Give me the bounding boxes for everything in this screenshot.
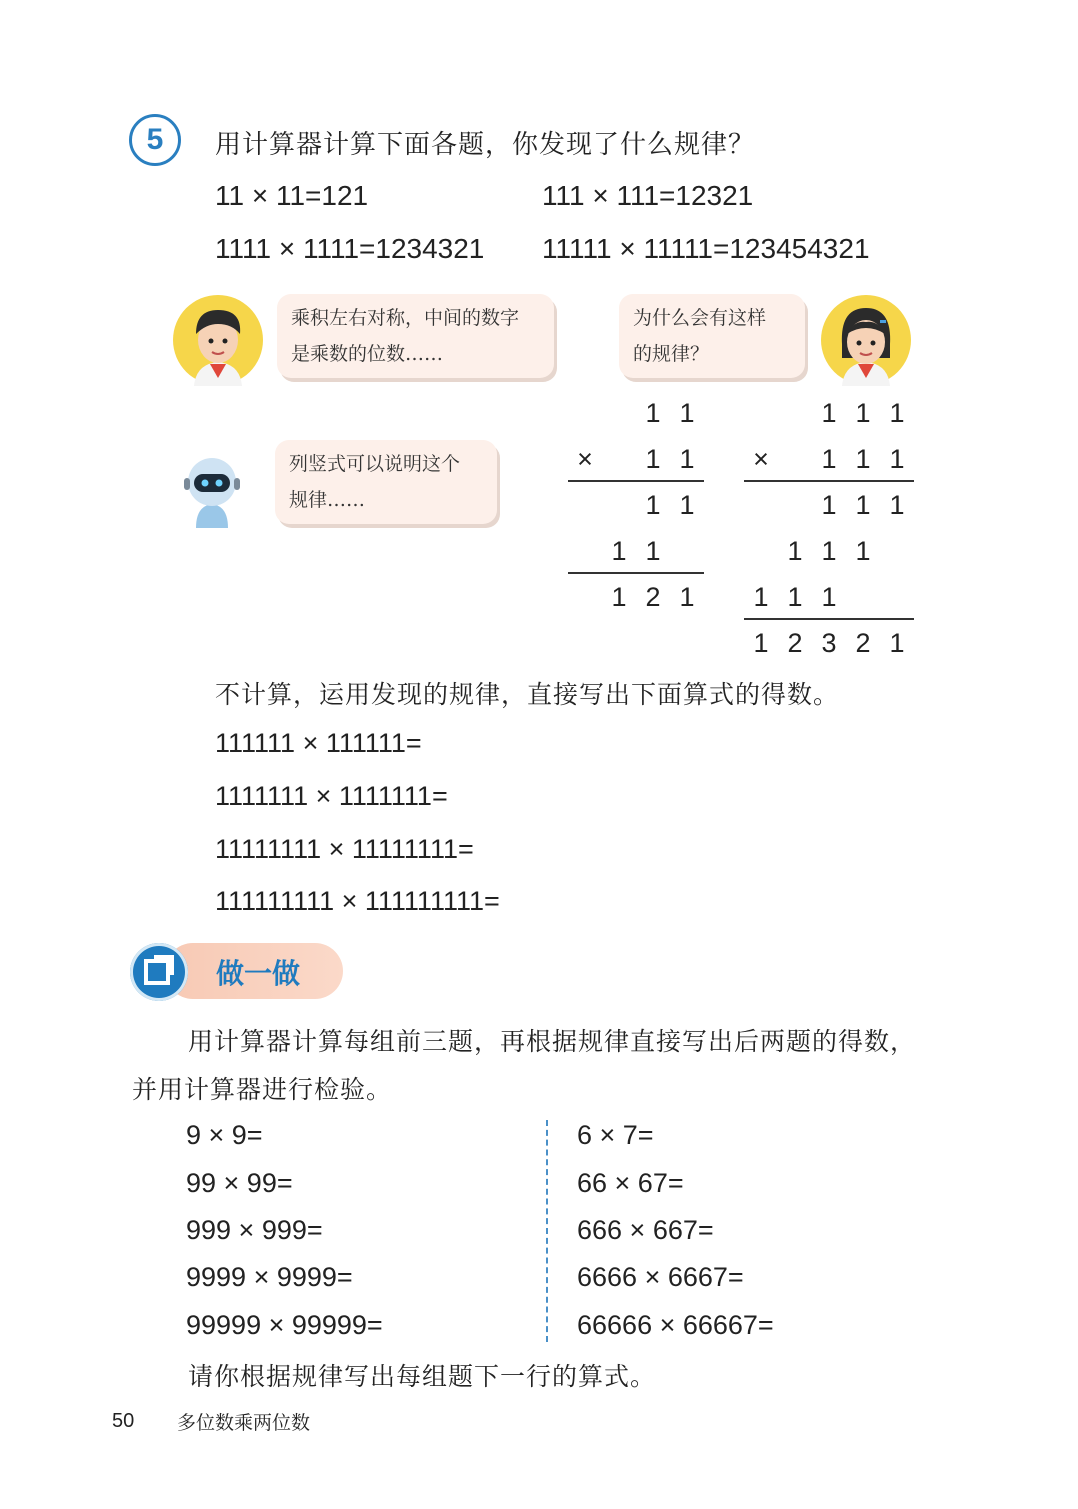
practice-instruction-line-2: 并用计算器进行检验。 <box>132 1075 393 1104</box>
girl-speech-bubble <box>619 294 805 378</box>
v1-result-digit: 1 <box>679 582 695 612</box>
exercise-1: 111111 × 111111= <box>215 728 422 758</box>
left-exercise-4: 9999 × 9999= <box>186 1262 353 1292</box>
girl-speech-line-1: 为什么会有这样 <box>633 307 767 329</box>
v1-line-1 <box>568 480 704 482</box>
v2-partial3-digit: 1 <box>787 582 803 612</box>
v1-partial1-digit: 1 <box>645 490 661 520</box>
robot-speech-bubble <box>275 440 497 524</box>
boy-speech-bubble <box>277 294 554 378</box>
v2-result-digit: 2 <box>787 628 803 658</box>
v2-result-digit: 1 <box>889 628 905 658</box>
v2-partial1-digit: 1 <box>821 490 837 520</box>
left-exercise-5: 99999 × 99999= <box>186 1310 383 1340</box>
v1-result-digit: 2 <box>645 582 661 612</box>
left-exercise-1: 9 × 9= <box>186 1120 263 1150</box>
boy-avatar <box>172 294 264 386</box>
v2-partial2-digit: 1 <box>855 536 871 566</box>
v2-partial2-digit: 1 <box>821 536 837 566</box>
right-exercise-4: 6666 × 6667= <box>577 1262 744 1292</box>
robot-avatar <box>182 448 242 528</box>
girl-speech-line-2: 的规律？ <box>633 343 710 365</box>
v2-multiplicand-digit: 1 <box>821 398 837 428</box>
v2-line-2 <box>744 618 914 620</box>
v2-times-sign: × <box>753 444 769 474</box>
girl-avatar <box>820 294 912 386</box>
v2-multiplier-digit: 1 <box>821 444 837 474</box>
right-exercise-1: 6 × 7= <box>577 1120 654 1150</box>
v2-multiplier-digit: 1 <box>855 444 871 474</box>
right-exercise-5: 66666 × 66667= <box>577 1310 774 1340</box>
v2-partial3-digit: 1 <box>753 582 769 612</box>
v1-partial2-digit: 1 <box>645 536 661 566</box>
boy-speech-line-2: 是乘数的位数…… <box>291 343 444 365</box>
instruction-prompt: 不计算，运用发现的规律，直接写出下面算式的得数。 <box>215 680 840 709</box>
left-exercise-3: 999 × 999= <box>186 1215 323 1245</box>
equation-2: 111 × 111=12321 <box>542 180 754 211</box>
equation-1: 11 × 11=121 <box>215 180 369 211</box>
v1-line-2 <box>568 572 704 574</box>
exercise-2: 1111111 × 1111111= <box>215 781 448 811</box>
v1-partial1-digit: 1 <box>679 490 695 520</box>
robot-speech-line-2: 规律…… <box>289 489 366 511</box>
v2-result-digit: 1 <box>753 628 769 658</box>
v2-multiplicand-digit: 1 <box>855 398 871 428</box>
left-exercise-2: 99 × 99= <box>186 1168 293 1198</box>
practice-title: 做一做 <box>216 957 301 990</box>
v1-times-sign: × <box>577 444 593 474</box>
v1-result-digit: 1 <box>611 582 627 612</box>
right-exercise-2: 66 × 67= <box>577 1168 684 1198</box>
v1-multiplier-digit: 1 <box>645 444 661 474</box>
v1-multiplier-digit: 1 <box>679 444 695 474</box>
equation-4: 11111 × 11111=123454321 <box>542 233 870 264</box>
v1-multiplicand-digit: 1 <box>679 398 695 428</box>
robot-speech-line-1: 列竖式可以说明这个 <box>289 453 461 475</box>
question-title: 用计算器计算下面各题，你发现了什么规律？ <box>215 130 756 160</box>
chapter-title: 多位数乘两位数 <box>177 1412 311 1434</box>
column-divider <box>546 1120 548 1342</box>
v2-partial1-digit: 1 <box>855 490 871 520</box>
question-number-badge: 5 <box>129 114 181 166</box>
exercise-4: 111111111 × 111111111= <box>215 886 500 916</box>
v2-result-digit: 2 <box>855 628 871 658</box>
equation-3: 1111 × 1111=1234321 <box>215 233 485 264</box>
practice-instruction-line-1: 用计算器计算每组前三题，再根据规律直接写出后两题的得数， <box>188 1027 917 1056</box>
v2-result-digit: 3 <box>821 628 837 658</box>
boy-speech-line-1: 乘积左右对称，中间的数字 <box>291 307 520 329</box>
v1-partial2-digit: 1 <box>611 536 627 566</box>
v2-partial1-digit: 1 <box>889 490 905 520</box>
practice-closing: 请你根据规律写出每组题下一行的算式。 <box>188 1362 657 1391</box>
practice-icon <box>130 943 188 1001</box>
v2-partial3-digit: 1 <box>821 582 837 612</box>
right-exercise-3: 666 × 667= <box>577 1215 714 1245</box>
v2-partial2-digit: 1 <box>787 536 803 566</box>
exercise-3: 11111111 × 11111111= <box>215 834 474 864</box>
v2-line-1 <box>744 480 914 482</box>
v2-multiplicand-digit: 1 <box>889 398 905 428</box>
v1-multiplicand-digit: 1 <box>645 398 661 428</box>
v2-multiplier-digit: 1 <box>889 444 905 474</box>
page-number: 50 <box>112 1410 135 1432</box>
